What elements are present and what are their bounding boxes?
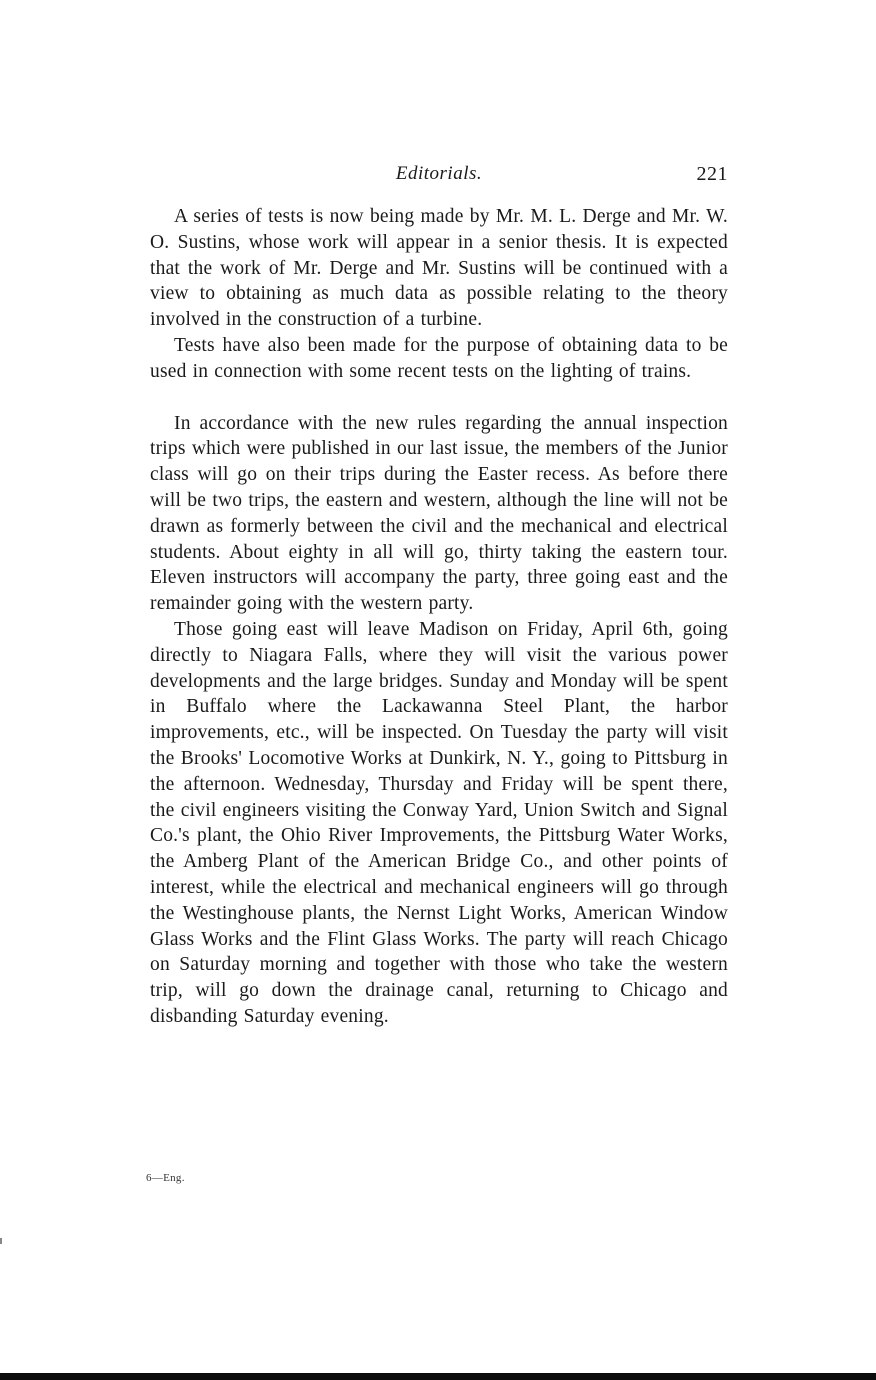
page-number: 221 bbox=[696, 163, 728, 185]
scan-speck bbox=[0, 1238, 2, 1244]
body-text bbox=[150, 204, 728, 1030]
section-gap bbox=[150, 385, 728, 411]
running-title: Editorials. bbox=[395, 163, 483, 184]
paragraph-train-lighting: Tests have also been made for the purpose of obtaining data to be used in connection with some recent tests on the lighting of trains. bbox=[150, 334, 728, 382]
page-header bbox=[150, 161, 728, 193]
paragraph-inspection-trips: In accordance with the new rules regarding the annual inspection trips which were published in our last issue, the members of the Junior class will go on their trips during the Easter recess. As before there will be two trips, the eastern and western, although the line will not be drawn as formerly between the civil and the mechanical and electrical students. About eighty in all will go, thirty taking the eastern tour. Eleven instructors will accompany the party, three going east and the remainder going with the western party. bbox=[150, 412, 728, 615]
paragraph-turbine-tests: A series of tests is now being made by Mr. M. L. Derge and Mr. W. O. Sustins, whose work will appear in a senior thesis. It is expected that the work of Mr. Derge and Mr. Sustins will be continued with a view to obtaining as much data as possible relating to the theory involved in the construction of a turbine. bbox=[150, 206, 728, 331]
paragraph-eastern-itinerary: Those going east will leave Madison on Friday, April 6th, going directly to Niagara Falls, where they will visit the various power developments and the large bridges. Sunday and Monday will be spent in Buffalo where the Lackawanna Steel Plant, the harbor improvements, etc., will be inspected. On Tuesday the party will visit the Brooks' Locomotive Works at Dunkirk, N. Y., going to Pittsburg in the afternoon. Wednesday, Thursday and Friday will be spent there, the civil engineers visiting the Conway Yard, Union Switch and Signal Co.'s plant, the Ohio River Improvements, the Pittsburg Water Works, the Amberg Plant of the American Bridge Co., and other points of interest, while the electrical and mechanical engineers will go through the Westinghouse plants, the Nernst Light Works, American Window Glass Works and the Flint Glass Works. The party will reach Chicago on Saturday morning and together with those who take the western trip, will go down the drainage canal, returning to Chicago and disbanding Saturday evening. bbox=[150, 618, 728, 1027]
signature-mark: 6—Eng. bbox=[146, 1172, 185, 1184]
scan-edge-bar bbox=[0, 1373, 876, 1380]
